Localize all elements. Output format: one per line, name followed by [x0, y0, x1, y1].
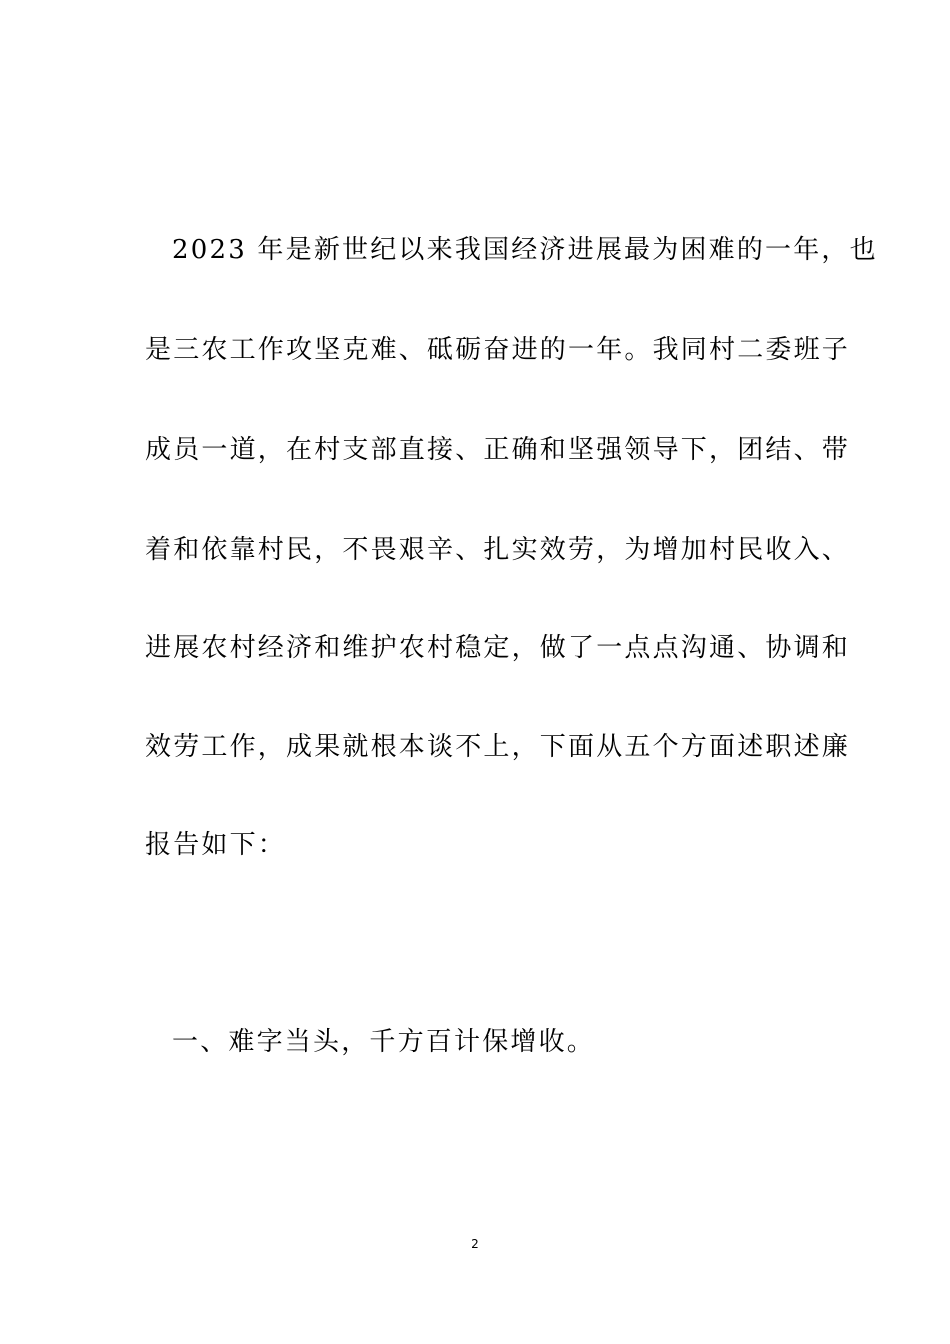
paragraph-line-6: 效劳工作，成果就根本谈不上，下面从五个方面述职述廉: [145, 732, 851, 762]
paragraph-line-1: 2023 年是新世纪以来我国经济进展最为困难的一年，也: [172, 235, 878, 265]
page-number: 2: [471, 1237, 479, 1251]
section-heading: 一、难字当头，千方百计保增收。: [172, 1027, 596, 1057]
paragraph-line-2: 是三农工作攻坚克难、砥砺奋进的一年。我同村二委班子: [145, 335, 851, 365]
paragraph-line-4: 着和依靠村民，不畏艰辛、扎实效劳，为增加村民收入、: [145, 535, 851, 565]
paragraph-line-3: 成员一道，在村支部直接、正确和坚强领导下，团结、带: [145, 435, 851, 465]
paragraph-line-7: 报告如下：: [145, 830, 287, 860]
paragraph-line-5: 进展农村经济和维护农村稳定，做了一点点沟通、协调和: [145, 633, 851, 663]
